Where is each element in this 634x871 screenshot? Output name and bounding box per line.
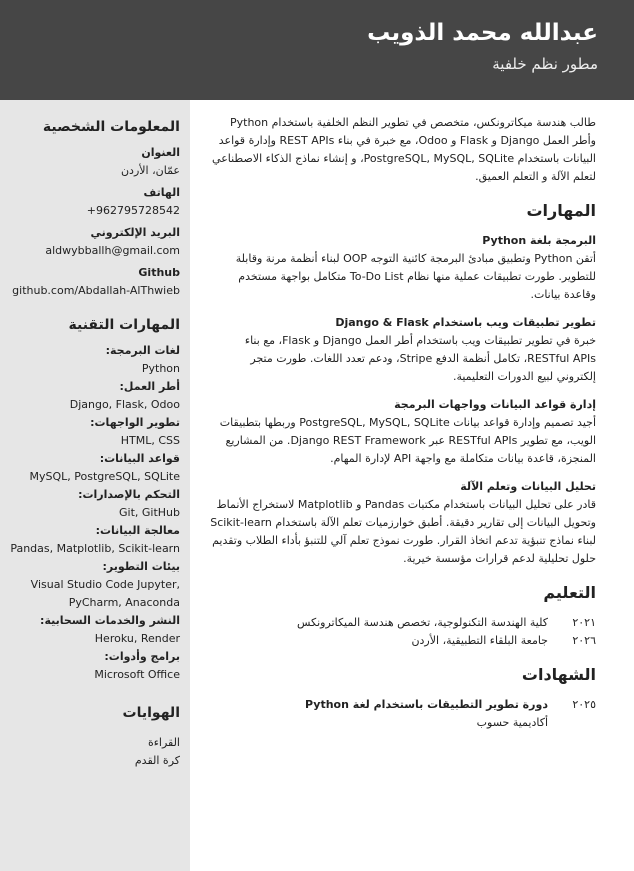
phone-label: الهاتف xyxy=(143,186,180,199)
education-row xyxy=(210,614,596,632)
education-year: ٢٠٢١ xyxy=(572,616,596,629)
address-value: عمّان، الأردن xyxy=(120,164,180,177)
hobbies-heading: الهوايات xyxy=(122,705,180,721)
education-text: جامعة البلقاء التطبيقية، الأردن xyxy=(411,634,548,647)
tech-skill-value: Git, GitHub xyxy=(118,506,180,519)
certificate-year: ٢٠٢٥ xyxy=(572,698,596,711)
tech-skill-label: بيئات التطوير: xyxy=(102,560,180,573)
tech-skill-label: تطوير الواجهات: xyxy=(90,416,180,429)
skill-block xyxy=(210,232,596,304)
tech-skill-value: HTML, CSS xyxy=(120,434,180,447)
certificate-row xyxy=(210,696,596,732)
personal-heading: المعلومات الشخصية xyxy=(42,119,180,135)
skill-title: تطوير تطبيقات ويب باستخدام Django & Flask xyxy=(335,316,596,329)
education-heading: التعليم xyxy=(543,583,596,602)
tech-skill-label: قواعد البيانات: xyxy=(99,452,180,465)
skill-desc: خبرة في تطوير تطبيقات ويب باستخدام أطر العمل Django و Flask، مع بناء RESTful APIs، تكامل أنظمة الدفع Stripe، ودعم تعدد اللغات. طورت متجر إلكتروني لبيع الدورات التعليمية. xyxy=(244,334,596,383)
certificate-org: أكاديمية حسوب xyxy=(476,716,548,729)
tech-skill-value: Heroku, Render xyxy=(94,632,180,645)
email-value: aldwybballh@gmail.com xyxy=(45,244,180,257)
skills-heading: المهارات xyxy=(526,201,596,220)
skill-title: إدارة قواعد البيانات وواجهات البرمجة xyxy=(394,398,596,411)
profile-summary: طالب هندسة ميكاترونكس، متخصص في تطوير النظم الخلفية باستخدام Python وأطر العمل Django و Flask و Odoo، مع خبرة في بناء REST APIs وإدارة قواعد البيانات باستخدام PostgreSQL, MySQL, SQLite، و إنشاء نماذج الذكاء الاصطناعي لتعلم الآلة و التعلم العميق. xyxy=(212,116,596,183)
main-content xyxy=(190,100,634,871)
hobby-item: القراءة xyxy=(147,736,180,749)
tech-skill-label: أطر العمل: xyxy=(119,380,180,393)
skill-block xyxy=(210,478,596,568)
skill-block xyxy=(210,396,596,468)
education-row xyxy=(210,632,596,650)
hobby-item: كرة القدم xyxy=(134,754,180,767)
tech-skills-heading: المهارات التقنية xyxy=(68,317,180,333)
candidate-name: عبدالله محمد الذويب xyxy=(367,20,598,46)
tech-skill-value: Django, Flask, Odoo xyxy=(69,398,180,411)
skill-block xyxy=(210,314,596,386)
tech-skill-value: Visual Studio Code Jupyter, PyCharm, Anaconda xyxy=(30,578,180,609)
education-text: كلية الهندسة التكنولوجية، تخصص هندسة الميكاترونكس xyxy=(297,616,548,629)
tech-skill-value: Pandas, Matplotlib, Scikit-learn xyxy=(10,542,180,555)
header xyxy=(0,0,634,100)
tech-skill-value: Microsoft Office xyxy=(94,668,180,681)
skill-title: تحليل البيانات وتعلم الآلة xyxy=(460,480,596,493)
skill-desc: أتقن Python وتطبيق مبادئ البرمجة كائنية التوجه OOP لبناء أنظمة مرنة وقابلة للتطوير. طورت تطبيقات عملية منها نظام To-Do List متكامل بواجهة مستخدم وقاعدة بيانات. xyxy=(235,252,596,301)
sidebar xyxy=(0,100,190,871)
certificate-title: دورة تطوير التطبيقات باستخدام لغة Python xyxy=(305,698,548,711)
skill-desc: أجيد تصميم وإدارة قواعد بيانات PostgreSQL, MySQL, SQLite وربطها بتطبيقات الويب، مع تطوير RESTful APIs عبر Django REST Framework. من المشاريع المنجزة، قاعدة بيانات متكاملة مع واجهة API لإدارة المهام. xyxy=(219,416,596,465)
certificates-heading: الشهادات xyxy=(521,665,596,684)
candidate-title: مطور نظم خلفية xyxy=(492,55,598,73)
tech-skill-label: معالجة البيانات: xyxy=(95,524,180,537)
tech-skill-value: Python xyxy=(141,362,180,375)
github-value: github.com/Abdallah-AlThwieb xyxy=(12,284,180,297)
skill-desc: قادر على تحليل البيانات باستخدام مكتبات Pandas و Matplotlib لاستخراج الأنماط وتحويل البيانات إلى تقارير دقيقة. أطبق خوارزميات تعلم الآلة باستخدام Scikit-learn لبناء نماذج تنبؤية تدعم اتخاذ القرار. طورت نموذج تعلم آلي للتنبؤ بأداء الطلاب وتقديم حلول تحليلية لدعم قرارات مؤسسة خيرية. xyxy=(210,498,596,565)
tech-skill-label: لغات البرمجة: xyxy=(105,344,180,357)
education-year: ٢٠٢٦ xyxy=(572,634,596,647)
address-label: العنوان xyxy=(141,146,180,159)
github-label: Github xyxy=(138,266,180,279)
tech-skill-label: النشر والخدمات السحابية: xyxy=(40,614,180,627)
tech-skill-label: التحكم بالإصدارات: xyxy=(78,488,180,501)
phone-value: +962795728542 xyxy=(86,204,180,217)
tech-skill-value: MySQL, PostgreSQL, SQLite xyxy=(29,470,180,483)
skill-title: البرمجة بلغة Python xyxy=(482,234,596,247)
email-label: البريد الإلكتروني xyxy=(90,226,180,239)
tech-skills-list xyxy=(8,342,180,684)
tech-skill-label: برامج وأدوات: xyxy=(104,650,180,663)
